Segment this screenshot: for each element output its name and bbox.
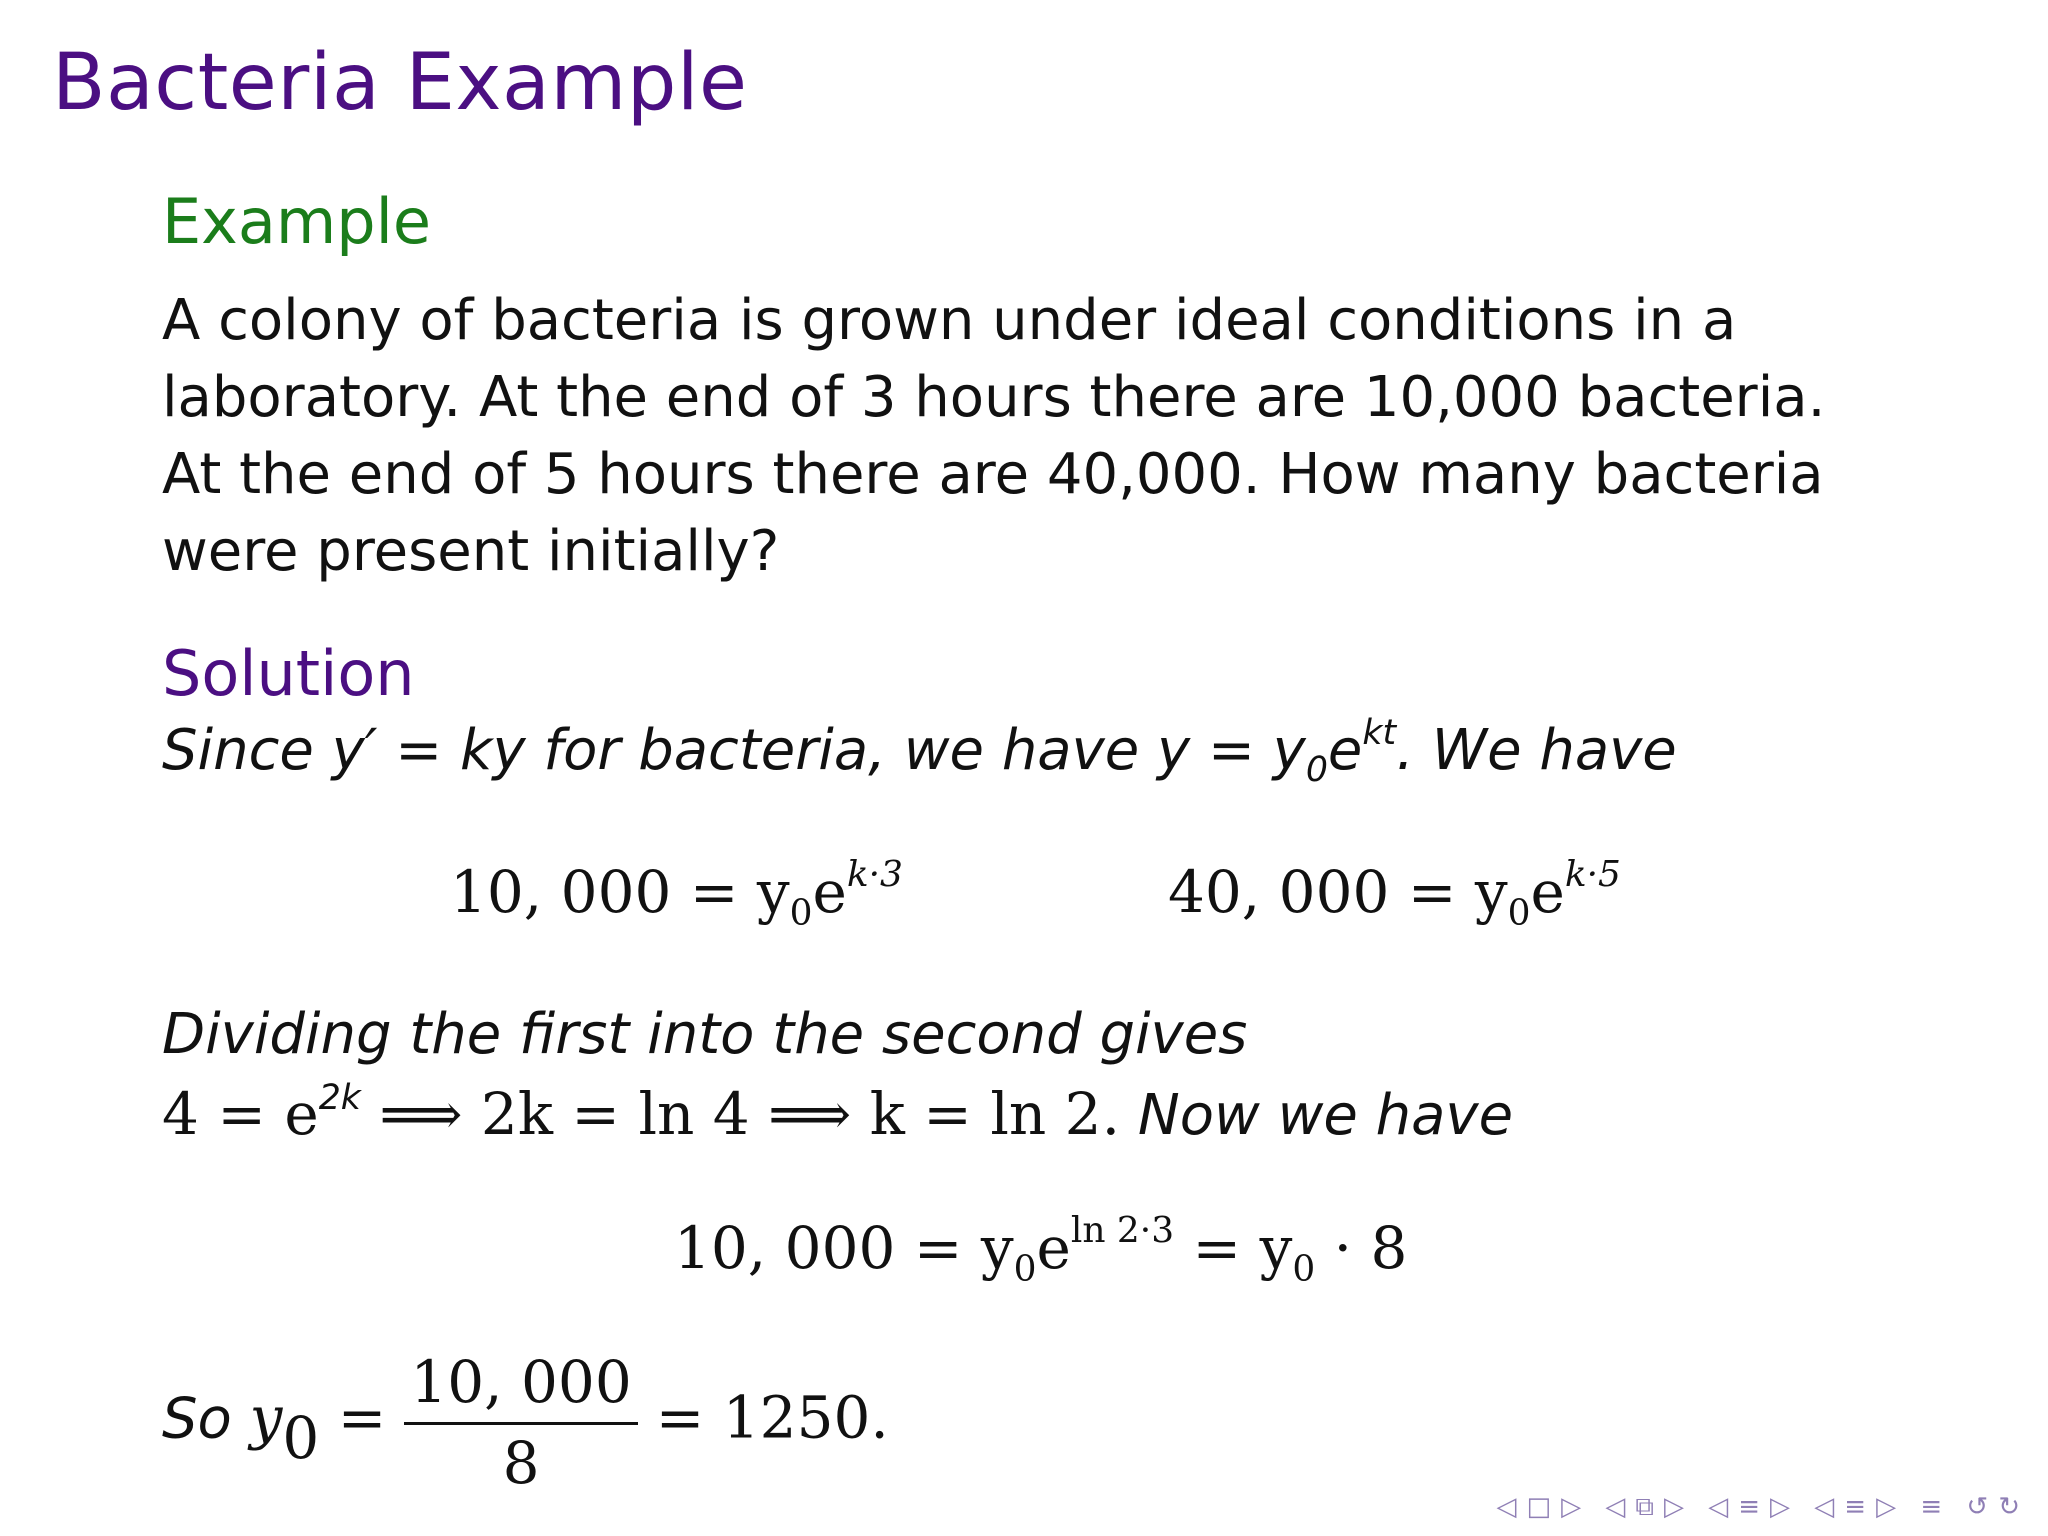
line3-now-we-have: Now we have [1120, 1083, 1514, 1148]
nav-back-icon[interactable]: ↺ [1966, 1492, 1995, 1522]
text-we-have: . We have [1396, 718, 1677, 783]
math-e: e [1327, 718, 1363, 783]
dividing-text: Dividing the first into the second gives [162, 1002, 1248, 1067]
eq3-c: · 8 [1315, 1214, 1408, 1282]
eq2-lhs: 40, 000 = y [1168, 858, 1508, 926]
eq1-e: e [812, 858, 847, 926]
nav-section-icon[interactable]: ≡ [1844, 1492, 1873, 1522]
nav-next-section-icon[interactable]: ▷ [1876, 1492, 1903, 1522]
text-for-bacteria: for bacteria, we have [525, 718, 1158, 783]
so-y: y [249, 1383, 283, 1452]
line3-sup: 2k [318, 1078, 361, 1119]
eq2-sub: 0 [1507, 892, 1531, 934]
nav-prev-frame-icon[interactable]: ◁ [1605, 1492, 1632, 1522]
nav-forward-icon[interactable]: ↻ [1998, 1492, 2026, 1522]
eq1-sub: 0 [789, 892, 813, 934]
eq3-a: 10, 000 = y [674, 1214, 1014, 1282]
final-answer [162, 1348, 889, 1497]
eq2-sup: k·5 [1564, 854, 1621, 896]
nav-subsection-icon[interactable]: ≡ [1738, 1492, 1767, 1522]
math-y-equals: y = y [1157, 718, 1306, 783]
fraction [404, 1348, 637, 1497]
nav-frame-icon[interactable]: ⧉ [1635, 1492, 1660, 1522]
solution-heading: Solution [162, 637, 415, 710]
nav-prev-slide-icon[interactable]: ◁ [1496, 1492, 1523, 1522]
nav-next-slide-icon[interactable]: ▷ [1561, 1492, 1588, 1522]
solution-line-1 [162, 713, 1677, 791]
line3-math-b: ⟹ 2k = ln 4 ⟹ k = ln 2. [360, 1080, 1121, 1148]
beamer-navigation [1495, 1492, 2028, 1523]
example-text: A colony of bacteria is grown under ideal conditions in a laboratory. At the end of 3 hours there are 10,000 bacteria. At the end of 5 hours there are 40,000. How many bacteria were present initially? [162, 288, 1826, 584]
subscript-zero: 0 [1305, 750, 1328, 791]
equation-10000 [450, 854, 903, 934]
eq3-sub2: 0 [1292, 1248, 1316, 1290]
solution-line-3 [162, 1080, 1513, 1148]
math-derivative: y′ = ky [331, 718, 526, 783]
eq3-sup: ln 2·3 [1070, 1210, 1175, 1252]
eq1-sup: k·3 [846, 854, 903, 896]
slide-title: Bacteria Example [52, 38, 748, 128]
result: = 1250. [655, 1383, 889, 1452]
equation-40000 [1168, 854, 1621, 934]
nav-toc-icon[interactable]: ≡ [1920, 1492, 1949, 1522]
nav-next-subsection-icon[interactable]: ▷ [1770, 1492, 1797, 1522]
fraction-denominator: 8 [502, 1429, 540, 1497]
example-heading: Example [162, 185, 431, 258]
eq2-e: e [1530, 858, 1565, 926]
superscript-kt: kt [1362, 713, 1397, 754]
fraction-numerator: 10, 000 [404, 1348, 637, 1425]
line3-math-a: 4 = e [162, 1080, 319, 1148]
nav-prev-section-icon[interactable]: ◁ [1814, 1492, 1841, 1522]
nav-slide-icon[interactable]: □ [1526, 1492, 1558, 1522]
so-sub: 0 [282, 1403, 320, 1472]
so-eq: = [319, 1383, 387, 1452]
nav-prev-subsection-icon[interactable]: ◁ [1708, 1492, 1735, 1522]
text-since: Since [162, 718, 332, 783]
text-so: So [162, 1386, 250, 1452]
eq3-b: = y [1174, 1214, 1293, 1282]
eq3-sub: 0 [1013, 1248, 1037, 1290]
eq1-lhs: 10, 000 = y [450, 858, 790, 926]
equation-ln2 [674, 1210, 1408, 1290]
nav-next-frame-icon[interactable]: ▷ [1663, 1492, 1690, 1522]
eq3-e: e [1036, 1214, 1071, 1282]
